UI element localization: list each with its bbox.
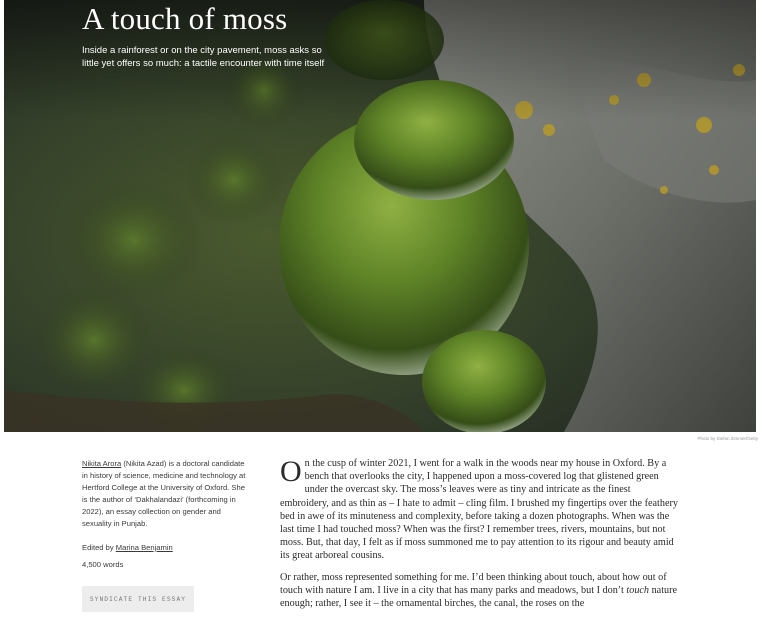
syndicate-button[interactable]: SYNDICATE THIS ESSAY [82,586,194,612]
edited-by [82,542,252,554]
drop-cap: O [280,455,302,488]
editor-link[interactable]: Marina Benjamin [115,543,173,552]
paragraph-1 [280,457,678,563]
edited-by-label: Edited by [82,543,116,552]
author-bio [82,458,252,530]
word-count: 4,500 words [82,560,124,569]
paragraph-1-text: n the cusp of winter 2021, I went for a walk in the woods near my house in Oxford. By a bench that overlooks the city, I happened upon a moss-covered log that glistened green under the overcast sky. The moss’s leaves were as tiny and intricate as the finest embroidery, and as thin as – I hate to admit – cling film. I brushed my fingertips over the feathery bed in awe of its minuteness and complexity, before taking a dozen photographs. When was the last time I had touched moss? When was the first? I remember trees, rivers, mountains, but not moss. But, that day, I felt as if moss summoned me to pay attention to its rigour and beauty amid its great arboreal cousins. [280,458,678,562]
author-sidebar [82,458,252,612]
paragraph-2 [280,571,678,611]
hero-image [4,0,756,432]
paragraph-2-text-b: nature enough; rather, I see it – the ornamental birches, the canal, the roses on the [280,584,678,610]
paragraph-2-text-a: Or rather, moss represented something for me. I’d been thinking about touch, about how out of touch with nature I am. I live in a city that has many parks and meadows, but I don’t [280,571,667,596]
article-body [280,457,678,610]
author-link[interactable]: Nikita Arora [82,459,122,468]
paragraph-2-emphasis: touch [626,584,650,596]
photo-credit: Photo by Stefan Zimmer/Getty [697,436,758,441]
article-title: A touch of moss [82,1,288,36]
author-bio-text: (Nikita Azad) is a doctoral candidate in history of science, medicine and technology at Hertford College at the University of Oxford. She is the author of ‘Dakhalandazi’ (forthcoming in 2022), an essay collection on gender and sexuality in Punjab. [82,459,246,528]
article-subtitle: Inside a rainforest or on the city pavement, moss asks so little yet offers so much: a tactile encounter with time itself [82,45,325,69]
